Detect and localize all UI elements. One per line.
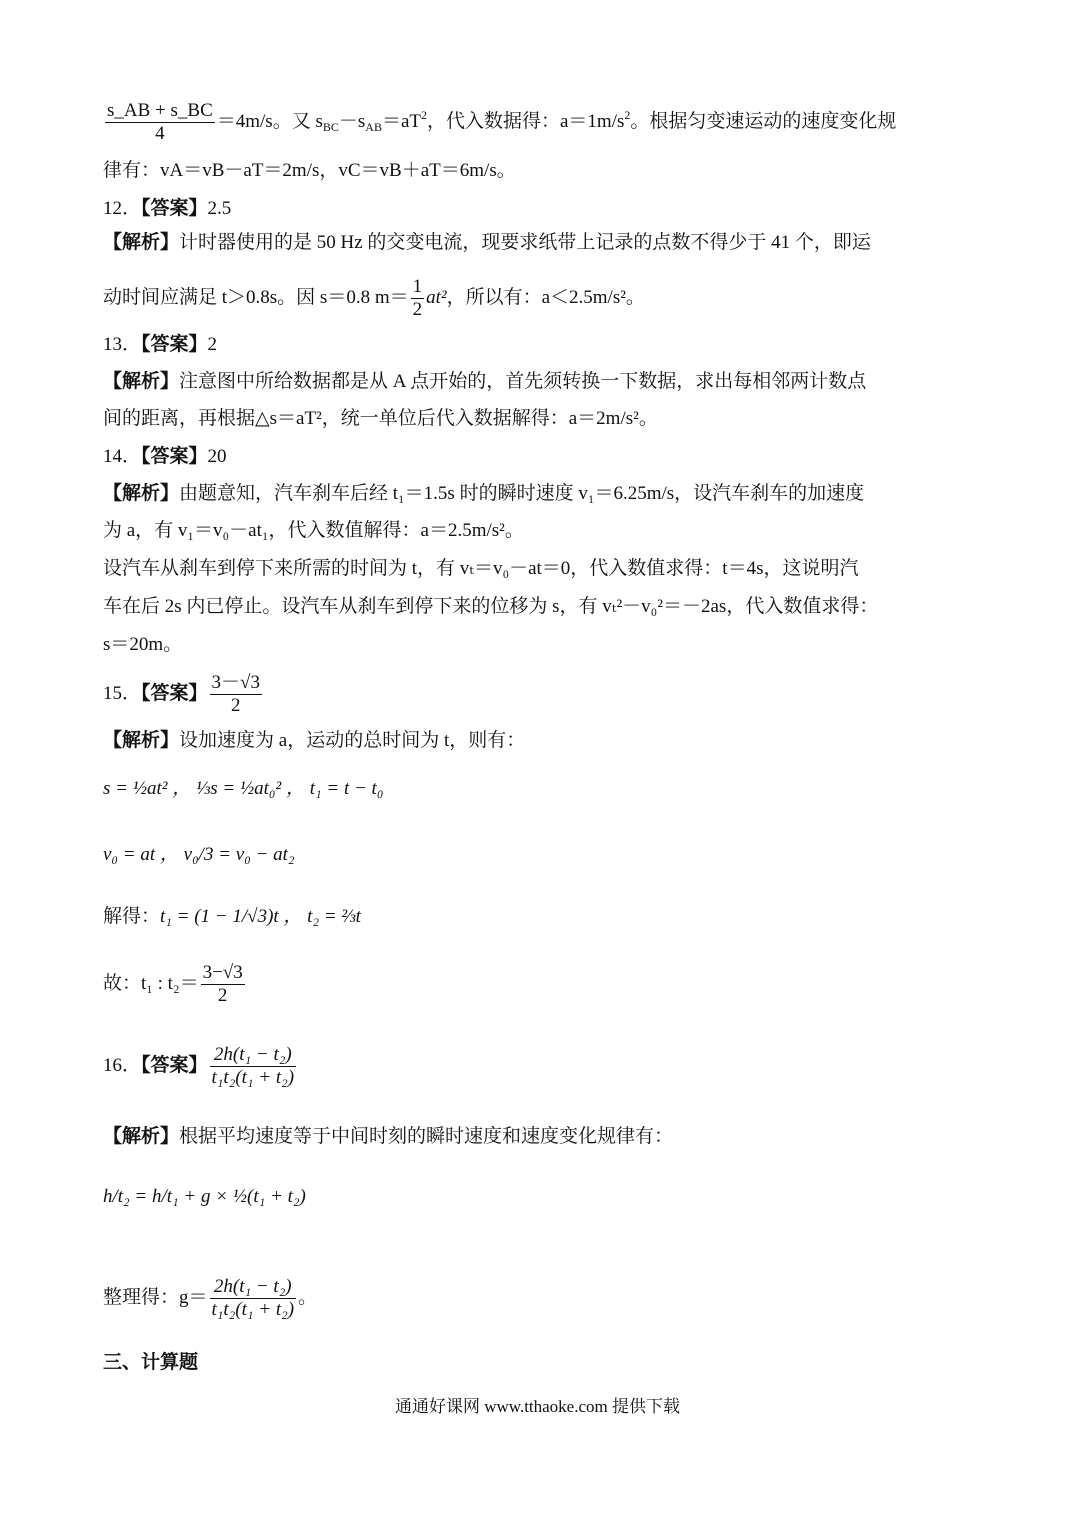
analysis-tag: 【解析】 xyxy=(103,232,180,253)
text: ＝4m/s。又 s xyxy=(216,110,323,132)
superscript: 2 xyxy=(421,107,427,122)
question-number: 16． xyxy=(103,1054,142,1076)
fraction xyxy=(201,962,245,1007)
fraction-numerator: 1 xyxy=(412,276,423,297)
answer-12 xyxy=(103,196,231,222)
equation xyxy=(103,962,247,1007)
text-line: s＝20m。 xyxy=(103,634,183,655)
question-number: 15． xyxy=(103,682,142,704)
fraction-numerator: 3−√3 xyxy=(202,962,243,983)
equation: h/t₂ = h/t₁ + g × ½(t₁ + t₂) xyxy=(103,1186,306,1207)
analysis-16 xyxy=(103,1124,673,1150)
fraction-numerator: 2h(t₁ − t₂) xyxy=(210,1044,297,1067)
text: ，所以有：a＜2.5m/s²。 xyxy=(446,286,645,308)
fraction-denominator: t₁t₂(t₁ + t₂) xyxy=(211,1299,295,1320)
text-line: 为 a，有 v₁＝v₀－at₁，代入数值解得：a＝2.5m/s²。 xyxy=(103,520,524,541)
analysis-12-line2 xyxy=(103,276,645,321)
question-number: 14． xyxy=(103,446,142,467)
text: 。根据匀变速运动的速度变化规 xyxy=(630,110,897,132)
fraction-denominator: 4 xyxy=(155,123,165,144)
analysis-15 xyxy=(103,728,525,754)
answer-tag: 【答案】 xyxy=(141,198,208,219)
subscript: AB xyxy=(365,119,382,134)
fraction-denominator: 2 xyxy=(217,985,228,1006)
text-line: 设汽车从刹车到停下来所需的时间为 t，有 vₜ＝v₀－at＝0，代入数值求得：t＝4s，这说明汽 xyxy=(103,558,859,579)
answer-value: 2 xyxy=(207,334,218,355)
answer-tag: 【答案】 xyxy=(141,1054,208,1076)
analysis-tag: 【解析】 xyxy=(103,483,180,504)
analysis-text: 注意图中所给数据都是从 A 点开始的，首先须转换一下数据，求出每相邻两计数点 xyxy=(179,371,867,392)
text-line: 车在后 2s 内已停止。设汽车从刹车到停下来的位移为 s，有 vₜ²－v₀²＝－2as，代入数值求得： xyxy=(103,596,879,617)
answer-16 xyxy=(103,1044,298,1089)
text: 。 xyxy=(298,1286,318,1308)
fraction-denominator: 2 xyxy=(231,695,241,716)
formula-text: at² xyxy=(426,286,447,308)
equation: s = ½at² ， ⅓s = ½at₀² ， t₁ = t − t₀ xyxy=(103,778,384,799)
fraction-numerator: s_AB + s_BC xyxy=(107,100,213,121)
answer-tag: 【答案】 xyxy=(141,446,208,467)
question-number: 12． xyxy=(103,198,142,219)
answer-value: 20 xyxy=(207,446,227,467)
fraction xyxy=(411,276,425,321)
equation xyxy=(103,1276,317,1321)
answer-tag: 【答案】 xyxy=(141,334,208,355)
superscript: 2 xyxy=(624,107,631,122)
text: 整理得：g＝ xyxy=(103,1286,208,1308)
answer-14 xyxy=(103,444,227,470)
fraction-denominator: 2 xyxy=(412,299,423,320)
text-line: 间的距离，再根据△s＝aT²，统一单位后代入数据解得：a＝2m/s²。 xyxy=(103,408,658,429)
fraction xyxy=(210,1276,297,1321)
analysis-text: 计时器使用的是 50 Hz 的交变电流，现要求纸带上记录的点数不得少于 41 个，即运 xyxy=(179,232,871,253)
answer-tag: 【答案】 xyxy=(141,682,208,704)
analysis-14 xyxy=(103,481,864,507)
text: －s xyxy=(338,110,366,132)
text-line xyxy=(103,100,896,145)
answer-value: 2.5 xyxy=(207,198,232,219)
text: ＝aT xyxy=(381,110,421,132)
fraction-denominator: t₁t₂(t₁ + t₂) xyxy=(211,1067,295,1088)
text: 解得： xyxy=(103,906,161,927)
subscript: BC xyxy=(322,119,339,134)
text: 故：t₁ : t₂＝ xyxy=(103,972,199,994)
text: ，代入数据得：a＝1m/s xyxy=(427,110,625,132)
analysis-text: 根据平均速度等于中间时刻的瞬时速度和速度变化规律有： xyxy=(179,1126,674,1147)
formula-text: t₁ = (1 − 1/√3)t ， t₂ = ⅔t xyxy=(160,906,361,927)
analysis-text: 由题意知，汽车刹车后经 t₁＝1.5s 时的瞬时速度 v₁＝6.25m/s，设汽车刹车的加速度 xyxy=(179,483,865,504)
text-line: 律有：vA＝vB－aT＝2m/s，vC＝vB＋aT＝6m/s。 xyxy=(103,160,516,181)
fraction xyxy=(210,1044,297,1089)
analysis-tag: 【解析】 xyxy=(103,1126,180,1147)
section-heading: 三、计算题 xyxy=(103,1352,199,1373)
fraction xyxy=(105,100,215,145)
analysis-tag: 【解析】 xyxy=(103,730,180,751)
analysis-13 xyxy=(103,369,866,395)
fraction-numerator: 2h(t₁ − t₂) xyxy=(210,1276,297,1299)
answer-15 xyxy=(103,672,264,717)
answer-13 xyxy=(103,332,217,358)
analysis-text: 设加速度为 a，运动的总时间为 t，则有： xyxy=(179,730,526,751)
page-footer: 通通好课网 www.tthaoke.com 提供下载 xyxy=(394,1397,681,1416)
analysis-12 xyxy=(103,230,871,256)
fraction-numerator: 3－√3 xyxy=(211,672,260,693)
question-number: 13． xyxy=(103,334,142,355)
analysis-tag: 【解析】 xyxy=(103,371,180,392)
fraction xyxy=(210,672,262,717)
equation xyxy=(103,904,361,930)
text: 动时间应满足 t＞0.8s。因 s＝0.8 m＝ xyxy=(103,286,409,308)
equation: v₀ = at ， v₀/3 = v₀ − at₂ xyxy=(103,844,295,865)
